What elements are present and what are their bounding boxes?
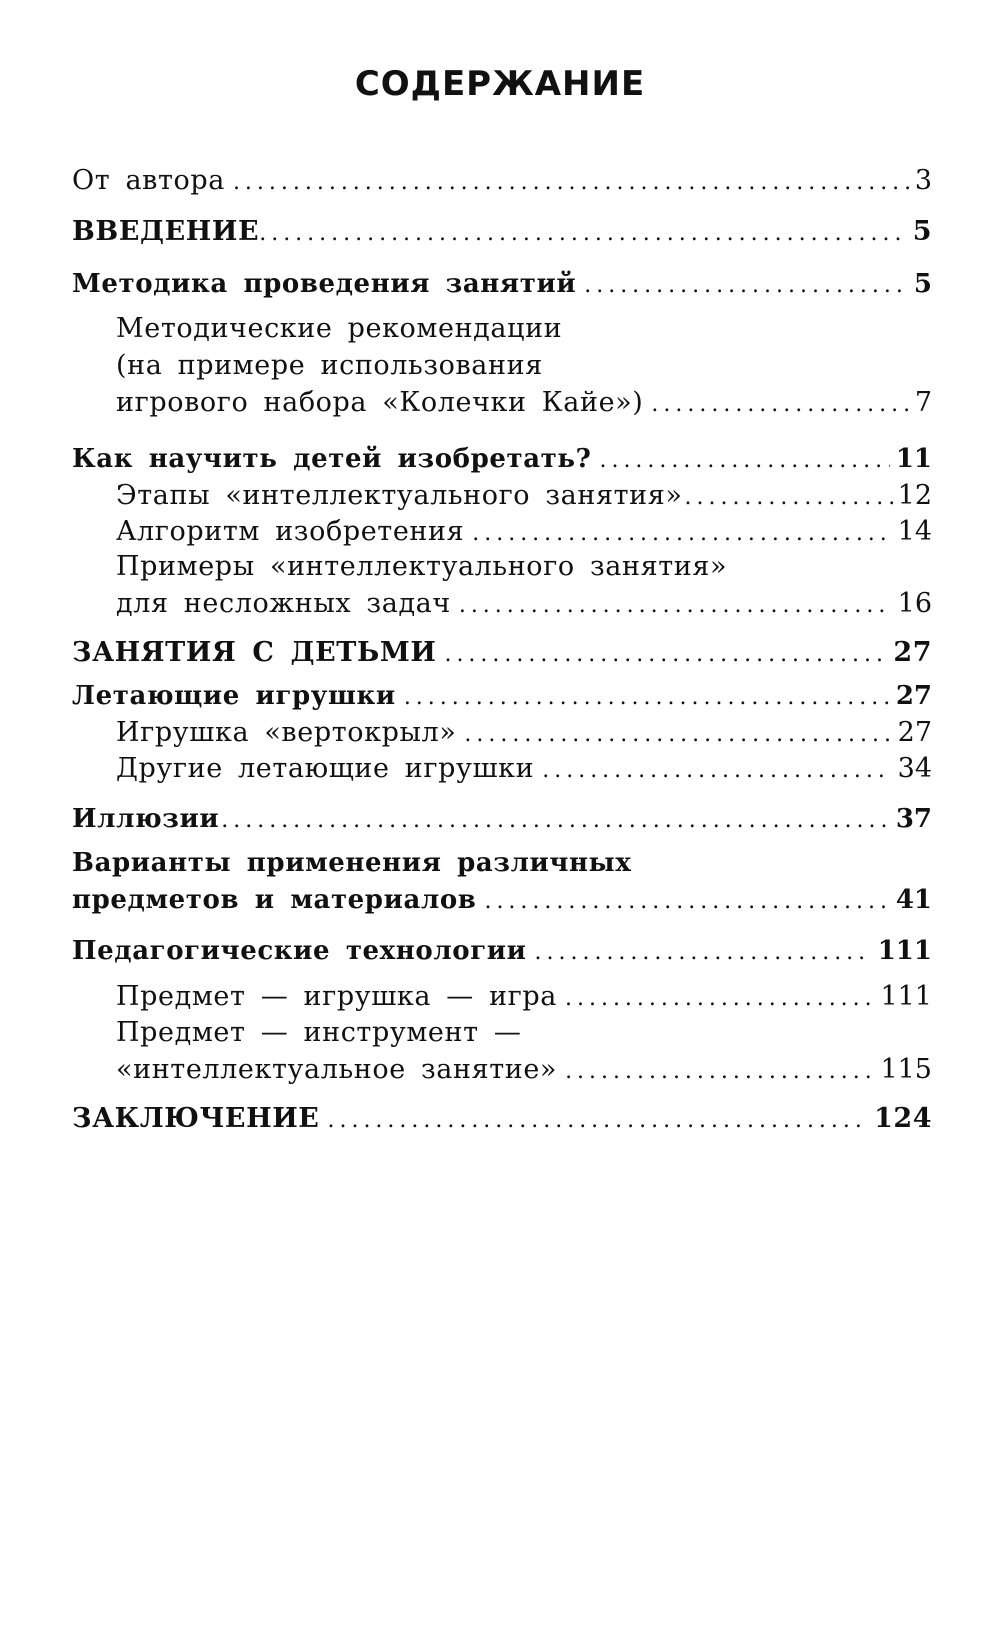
dot-leader: [404, 679, 890, 716]
dot-leader: [464, 716, 891, 753]
toc-entry-illusions[interactable]: [72, 801, 932, 838]
toc-entry-label: Иллюзии: [72, 804, 220, 834]
dot-leader: [599, 442, 889, 479]
toc-entry-label: Игрушка «вертокрыл»: [116, 717, 457, 748]
toc-entry-page: 41: [895, 885, 932, 915]
toc-entry-pedagogical-technologies[interactable]: [72, 933, 932, 970]
toc-entry-label: Другие летающие игрушки: [116, 753, 535, 784]
toc-entry-lessons-with-children[interactable]: [72, 634, 932, 671]
dot-leader: [565, 980, 874, 1017]
toc-entry-page: 27: [895, 681, 932, 711]
dot-leader: [444, 636, 887, 673]
toc-entry-other-flying-toys[interactable]: [116, 750, 932, 787]
dot-leader: [685, 479, 896, 516]
toc-entry-introduction[interactable]: [72, 213, 932, 250]
toc-entry-page: 5: [912, 216, 932, 247]
toc-entry-label: Предмет — игрушка — игра: [116, 981, 557, 1012]
toc-entry-page: 111: [880, 981, 932, 1012]
toc-entry-examples[interactable]: [116, 548, 932, 622]
dot-leader: [327, 1102, 868, 1139]
toc-entry-page: 12: [897, 480, 932, 511]
toc-entry-page: 16: [897, 588, 932, 619]
dot-leader: [651, 386, 908, 423]
toc-entry-label: Педагогические технологии: [72, 936, 527, 966]
toc-entry-label-line: игрового набора «Колечки Кайе»): [116, 387, 644, 418]
toc-entry-methodical-recommendations[interactable]: [116, 310, 932, 421]
toc-entry-page: 3: [914, 165, 932, 196]
dot-leader: [459, 587, 892, 624]
toc-entry-algorithm[interactable]: [116, 513, 932, 550]
dot-leader: [472, 515, 891, 552]
dot-leader: [535, 934, 872, 971]
toc-entry-label: Летающие игрушки: [72, 681, 396, 711]
toc-entry-object-tool-lesson[interactable]: [116, 1014, 932, 1088]
toc-entry-label: ЗАКЛЮЧЕНИЕ: [72, 1103, 320, 1134]
dot-leader: [233, 164, 909, 201]
toc-entry-label-line: «интеллектуальное занятие»: [116, 1054, 558, 1085]
page-title: СОДЕРЖАНИЕ: [354, 64, 646, 104]
toc-entry-methodology[interactable]: [72, 266, 932, 303]
toc-entry-label: ВВЕДЕНИЕ: [72, 216, 260, 247]
toc-entry-how-to-teach[interactable]: [72, 441, 932, 478]
toc-entry-page: 27: [893, 637, 932, 668]
toc-entry-vertokryl[interactable]: [116, 714, 932, 751]
toc-entry-label: Как научить детей изобретать?: [72, 444, 592, 474]
toc-entry-label-line: (на примере использования: [116, 350, 543, 381]
toc-entry-page: 14: [897, 516, 932, 547]
toc-entry-stages[interactable]: [116, 477, 932, 514]
dot-leader: [221, 802, 890, 839]
dot-leader: [565, 1053, 874, 1090]
toc-entry-page: 124: [874, 1103, 932, 1134]
toc-entry-label-line: Методические рекомендации: [116, 313, 563, 344]
dot-leader: [484, 883, 889, 920]
toc-entry-label: ЗАНЯТИЯ С ДЕТЬМИ: [72, 637, 437, 668]
toc-entry-flying-toys[interactable]: [72, 678, 932, 715]
toc-entry-label-line: предметов и материалов: [72, 885, 477, 915]
toc-entry-page: 111: [877, 936, 932, 966]
toc-entry-label-line: Примеры «интеллектуального занятия»: [116, 551, 728, 582]
toc-entry-conclusion[interactable]: [72, 1100, 932, 1137]
toc-entry-page: 7: [914, 387, 932, 418]
toc-entry-page: 11: [895, 444, 932, 474]
toc-entry-label: Этапы «интеллектуального занятия»: [116, 480, 683, 511]
toc-entry-variants[interactable]: [72, 845, 932, 919]
toc-entry-label-line: Предмет — инструмент —: [116, 1017, 522, 1048]
toc-entry-object-toy-game[interactable]: [116, 978, 932, 1015]
toc-entry-label: Методика проведения занятий: [72, 269, 577, 299]
toc-entry-label-line: Варианты применения различных: [72, 848, 632, 878]
toc-entry-page: 115: [880, 1054, 932, 1085]
dot-leader: [584, 267, 908, 304]
toc-entry-page: 27: [897, 717, 932, 748]
toc-entry-label: Алгоритм изобретения: [116, 516, 465, 547]
toc-entry-page: 5: [913, 269, 932, 299]
dot-leader: [259, 215, 906, 252]
toc-entry-page: 37: [895, 804, 932, 834]
toc-entry-label-line: для несложных задач: [116, 588, 451, 619]
toc-entry-label: От автора: [72, 165, 225, 196]
dot-leader: [542, 752, 891, 789]
toc-entry-page: 34: [897, 753, 932, 784]
toc-entry-from-author[interactable]: [72, 162, 932, 199]
